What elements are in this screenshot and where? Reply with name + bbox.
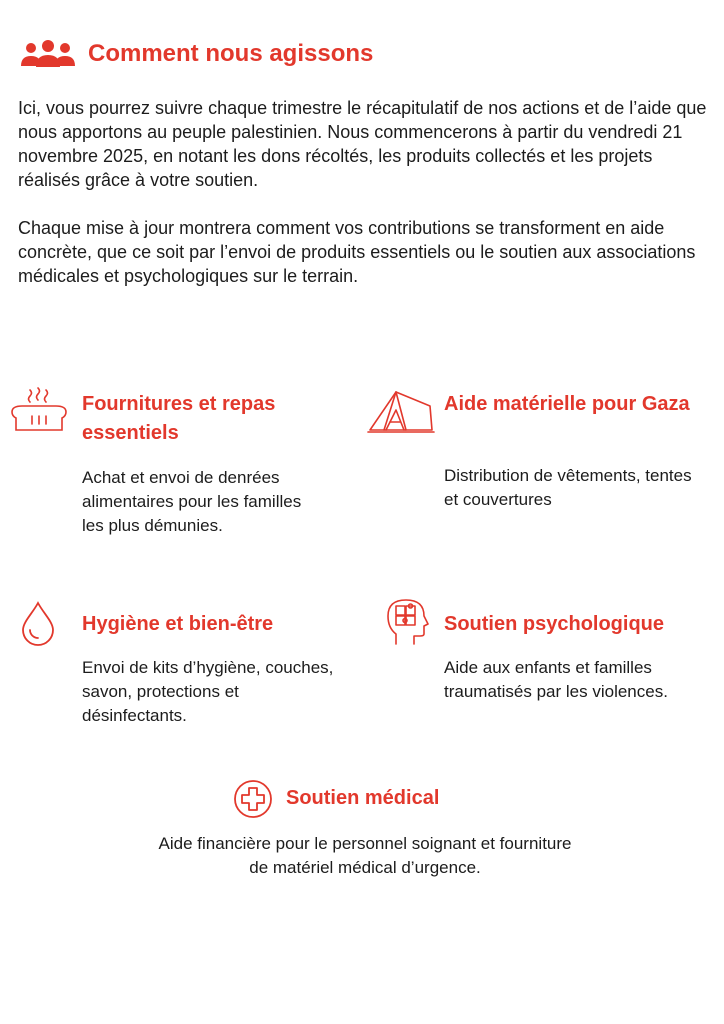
action-title: Soutien médical bbox=[286, 787, 440, 809]
medical-cross-icon bbox=[232, 778, 274, 820]
page-title: Comment nous agissons bbox=[88, 40, 374, 67]
action-title: Fournitures et repas essentiels bbox=[82, 393, 276, 444]
group-icon bbox=[20, 40, 76, 68]
bread-icon bbox=[8, 386, 70, 436]
page-header bbox=[20, 40, 373, 68]
action-title: Hygiène et bien-être bbox=[82, 613, 274, 635]
intro-paragraph-1: Ici, vous pourrez suivre chaque trimestre le récapitulatif de nos actions et de l’aide que nous apportons au peuple palestinien. Nous commencerons à partir du vendredi 21 novembre 2025, en notant les dons récoltés, les produits collectés et les projets réalisés grâce à votre soutien. bbox=[18, 98, 707, 190]
action-description: Aide aux enfants et familles traumatisés par les violences. bbox=[444, 658, 668, 701]
action-title: Soutien psychologique bbox=[444, 613, 665, 635]
action-description: Envoi de kits d’hygiène, couches, savon, protections et désinfectants. bbox=[82, 658, 334, 725]
intro-paragraph-2: Chaque mise à jour montrera comment vos contributions se transforment en aide concrète, que ce soit par l’envoi de produits essentiels ou le soutien aux associations médicales et psychologiques sur le terrain. bbox=[18, 218, 696, 286]
intro-text bbox=[18, 96, 708, 312]
droplet-icon bbox=[18, 600, 58, 646]
action-description: Achat et envoi de denrées alimentaires pour les familles les plus démunies. bbox=[82, 468, 302, 535]
action-description: Distribution de vêtements, tentes et couvertures bbox=[444, 466, 692, 509]
head-puzzle-icon bbox=[384, 596, 432, 648]
action-description: Aide financière pour le personnel soignant et fourniture de matériel médical d’urgence. bbox=[158, 834, 572, 877]
action-title: Aide matérielle pour Gaza bbox=[444, 393, 690, 415]
tent-icon bbox=[366, 384, 436, 436]
